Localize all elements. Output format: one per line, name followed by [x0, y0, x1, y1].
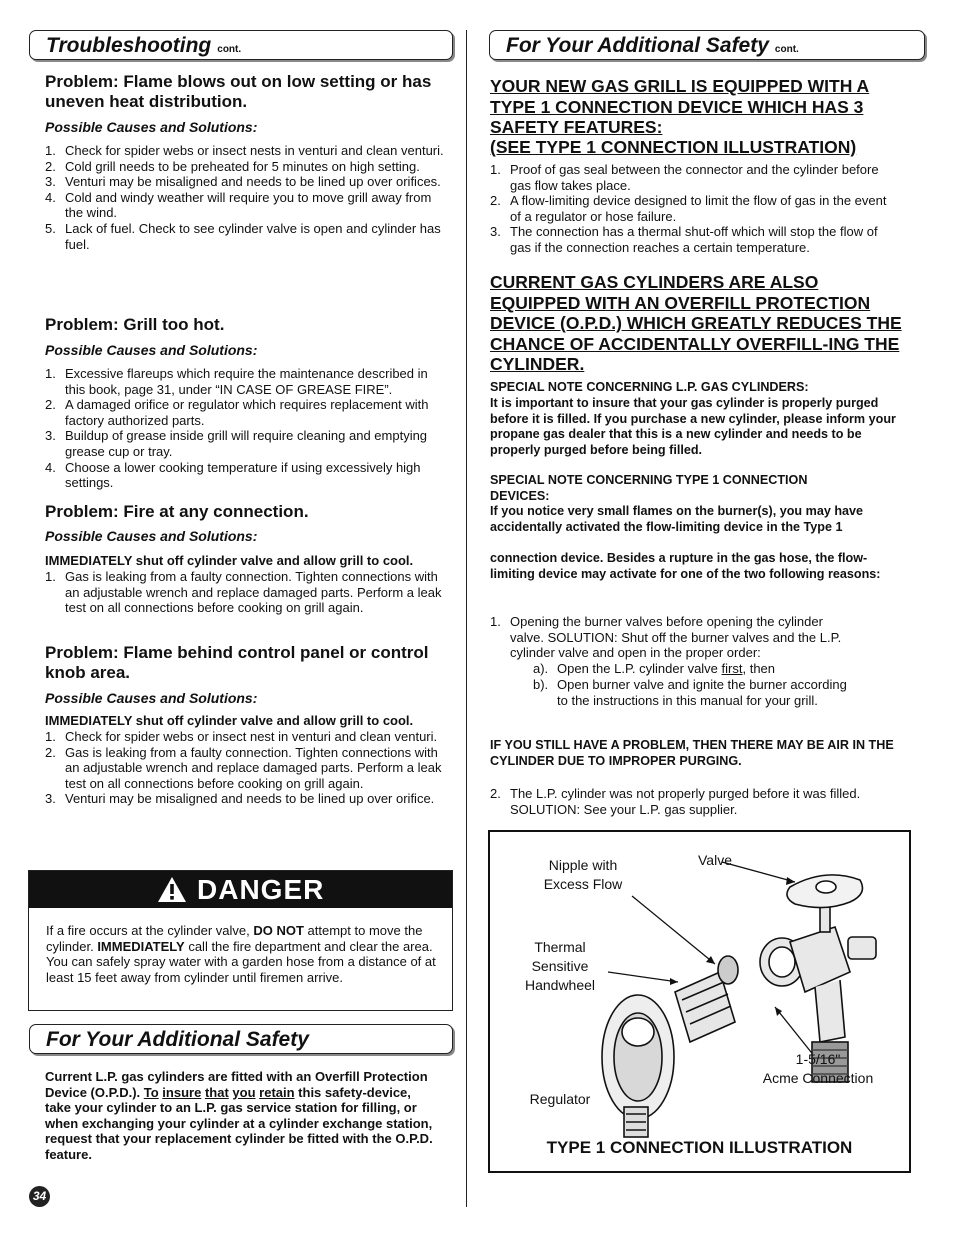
air-note: IF YOU STILL HAVE A PROBLEM, THEN THERE MAY BE AIR IN THE CYLINDER DUE TO IMPROPER PURGING.: [490, 738, 894, 768]
list-item: 1. Check for spider webs or insect nest in venturi and clean venturi.: [45, 729, 438, 744]
list-item: 4. Choose a lower cooking temperature if using excessively high settings.: [45, 459, 421, 491]
danger-text: If a fire occurs at the cylinder valve, DO NOT attempt to move the cylinder. IMMEDIATELY call the fire department and clear the area. You can safely spray water with a garden hose from a distance of at least 15 feet away from cylinder until firemen arrive.: [46, 923, 436, 985]
list-item: 5. Lack of fuel. Check to see cylinder valve is open and cylinder has fuel.: [45, 220, 441, 252]
problem-3-title: Problem: Fire at any connection.: [45, 502, 309, 521]
label-valve: Valve: [698, 852, 732, 868]
list-item: 2. A flow-limiting device designed to limit the flow of gas in the event of a regulator or hose failure.: [490, 193, 887, 224]
type1-features-list: [490, 162, 900, 256]
note2-title: SPECIAL NOTE CONCERNING TYPE 1 CONNECTION DEVICES:: [490, 473, 808, 503]
list-item: 2. A damaged orifice or regulator which requires replacement with factory authorized parts.: [45, 397, 429, 428]
troubleshooting-title: Troubleshooting: [46, 34, 212, 57]
label-acme: 1-5/16" Acme Connection: [762, 1051, 874, 1086]
column-divider: [466, 30, 467, 1207]
danger-word: DANGER: [197, 874, 325, 905]
additional-safety-header-right: [489, 30, 925, 60]
problem-4-title: Problem: Flame behind control panel or control knob area.: [45, 643, 429, 682]
reason1-step-a: a). Open the L.P. cylinder valve first, then: [533, 661, 776, 676]
warning-triangle-icon: [157, 876, 187, 903]
list-item: 2. Cold grill needs to be preheated for 5 minutes on high setting.: [45, 158, 420, 174]
list-item: 2. The L.P. cylinder was not properly purged before it was filled. SOLUTION: See your L.P. gas supplier.: [490, 786, 861, 817]
list-item: 3. Venturi may be misaligned and needs to be lined up over orifices.: [45, 174, 441, 190]
problem-3-warning: IMMEDIATELY shut off cylinder valve and allow grill to cool.: [45, 553, 414, 568]
problem-3-causes: Possible Causes and Solutions:: [45, 528, 258, 544]
cont-label: cont.: [217, 44, 242, 55]
label-thermal: Thermal Sensitive Handwheel: [524, 939, 596, 993]
label-regulator: Regulator: [529, 1091, 591, 1107]
note2-body-2: connection device. Besides a rupture in the gas hose, the flow-limiting device may activate for one of the two following reasons:: [490, 551, 881, 581]
type1-heading-see: (SEE TYPE 1 CONNECTION ILLUSTRATION): [490, 137, 857, 157]
reasons-list-1: [490, 614, 860, 661]
danger-box: [28, 870, 453, 1011]
list-item: 1. Excessive flareups which require the maintenance described in this book, page 31, under “IN CASE OF GREASE FIRE”.: [45, 366, 428, 397]
list-item: 1. Opening the burner valves before opening the cylinder valve. SOLUTION: Shut off the burner valves and the L.P. cylinder valve and open in the proper order:: [490, 614, 842, 661]
problem-1-causes: Possible Causes and Solutions:: [45, 119, 258, 135]
list-item: 1. Gas is leaking from a faulty connection. Tighten connections with an adjustable wrench and replace damaged parts. Perform a leak test on all connections before cooking on grill again.: [45, 569, 442, 616]
note2-body: If you notice very small flames on the burner(s), you may have accidentally activated the flow-limiting device in the Type 1: [490, 504, 864, 534]
label-nipple: Nipple with Excess Flow: [543, 857, 623, 892]
note1-title: SPECIAL NOTE CONCERNING L.P. GAS CYLINDERS:: [490, 380, 809, 394]
reasons-list-2: [490, 786, 900, 817]
problem-4-list: [45, 729, 450, 807]
list-item: 3. Buildup of grease inside grill will require cleaning and emptying grease cup or tray.: [45, 428, 428, 459]
additional-safety-title-right: For Your Additional Safety: [506, 34, 769, 57]
problem-2-causes: Possible Causes and Solutions:: [45, 342, 258, 358]
troubleshooting-header: [29, 30, 453, 60]
list-item: 1. Proof of gas seal between the connector and the cylinder before gas flow takes place.: [490, 162, 879, 193]
type1-connection-illustration: [488, 830, 911, 1173]
list-item: 2. Gas is leaking from a faulty connection. Tighten connections with an adjustable wrench and replace damaged parts. Perform a leak test on all connections before cooking on grill again.: [45, 744, 442, 791]
opd-heading: CURRENT GAS CYLINDERS ARE ALSO EQUIPPED WITH AN OVERFILL PROTECTION DEVICE (O.P.D.) WHICH GREATLY REDUCES THE CHANCE OF ACCIDENTALLY OVERFILL-ING THE CYLINDER.: [490, 272, 902, 374]
problem-4-causes: Possible Causes and Solutions:: [45, 690, 258, 706]
additional-safety-header-left: [29, 1024, 453, 1054]
reason1-step-b: b). Open burner valve and ignite the burner according to the instructions in this manual for your grill.: [533, 677, 847, 708]
type1-heading: YOUR NEW GAS GRILL IS EQUIPPED WITH A TYPE 1 CONNECTION DEVICE WHICH HAS 3 SAFETY FEATURES:: [490, 76, 870, 137]
page-number: 34: [29, 1186, 50, 1207]
list-item: 3. The connection has a thermal shut-off which will stop the flow of gas if the connection reaches a certain temperature.: [490, 224, 878, 255]
list-item: 4. Cold and windy weather will require you to move grill away from the wind.: [45, 189, 432, 221]
problem-1-title: Problem: Flame blows out on low setting or has uneven heat distribution.: [45, 72, 432, 111]
problem-2-title: Problem: Grill too hot.: [45, 315, 225, 334]
problem-1-list: [45, 143, 445, 252]
problem-3-list: [45, 569, 450, 616]
danger-bar: [29, 871, 452, 908]
list-item: 1. Check for spider webs or insect nests in venturi and clean venturi.: [45, 143, 444, 158]
additional-safety-title-left: For Your Additional Safety: [46, 1028, 309, 1051]
list-item: 3. Venturi may be misaligned and needs to be lined up over orifice.: [45, 791, 435, 807]
illustration-caption: TYPE 1 CONNECTION ILLUSTRATION: [546, 1138, 853, 1157]
note1-body: It is important to insure that your gas cylinder is properly purged before it is filled. If you purchase a new cylinder, please inform your propane gas dealer that this is a new cylinder and needs to be properly purged before being filled.: [490, 396, 896, 457]
problem-4-warning: IMMEDIATELY shut off cylinder valve and allow grill to cool.: [45, 713, 414, 728]
cont-label: cont.: [774, 44, 799, 55]
problem-2-list: [45, 366, 450, 491]
opd-paragraph: Current L.P. gas cylinders are fitted with an Overfill Protection Device (O.P.D.). To insure that you retain this safety-device, take your cylinder to an L.P. gas service station for filling, or when exchanging your cylinder at a cylinder exchange station, request that your replacement cylinder be fitted with the O.P.D. feature.: [45, 1069, 433, 1162]
